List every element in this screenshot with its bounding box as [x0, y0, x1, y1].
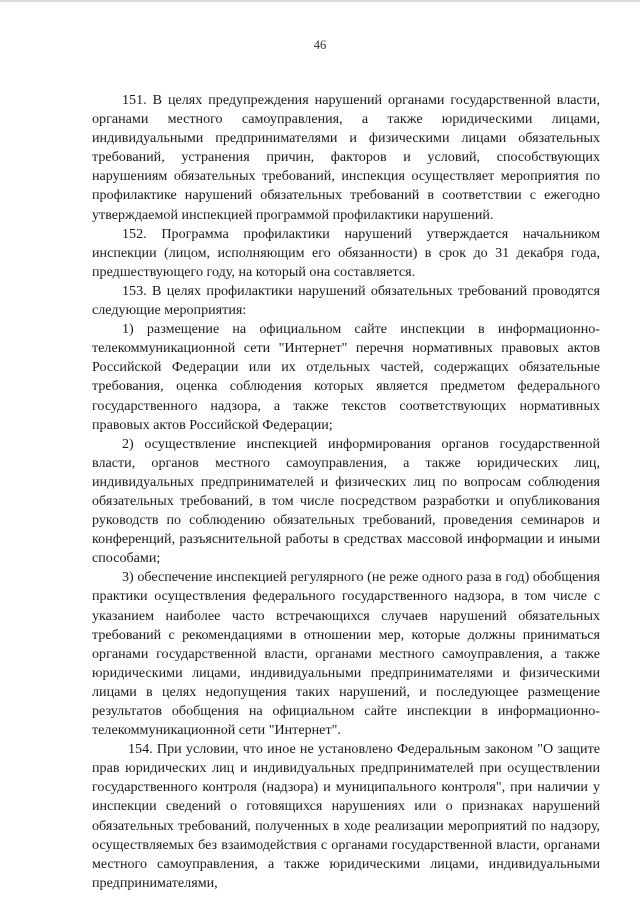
paragraph-154: 154. При условии, что иное не установлено Федеральным законом "О защите прав юридических лиц и индивидуальных предпринимателей при осуществлении государственного контроля (надзора) и муниципального контроля", при наличии у инспекции сведений о готовящихся нарушениях или о признаках нарушений обязательных требований, полученных в ходе реализации мероприятий по надзору, осуществляемых без взаимодействия с органами государственной власти, органами местного самоуправления, а также юридическими лицами, индивидуальными предпринимателями, [92, 741, 600, 891]
paragraph-153-item-2: 2) осуществление инспекцией информирования органов государственной власти, органов местного самоуправления, а также юридических лиц, индивидуальных предпринимателей и физических лиц по вопросам соблюдения обязательных требований, в том числе посредством разработки и опубликования руководств по соблюдению обязательных требований, проведения семинаров и конференций, разъяснительной работы в средствах массовой информации и иными способами; [92, 435, 600, 567]
paragraph-152: 152. Программа профилактики нарушений утверждается начальником инспекции (лицом, исполняющим его обязанности) в срок до 31 декабря года, предшествующего году, на который она составляется. [92, 225, 600, 280]
paragraph-151: 151. В целях предупреждения нарушений органами государственной власти, органами местного самоуправления, а также юридическими лицами, индивидуальными предпринимателями и физическими лицами обязательных требований, устранения причин, факторов и условий, способствующих нарушениям обязательных требований, инспекция осуществляет мероприятия по профилактике нарушений обязательных требований в соответствии с ежегодно утверждаемой инспекцией программой профилактики нарушений. [92, 92, 600, 223]
page-number: 46 [313, 38, 327, 52]
scan-edge [0, 0, 640, 2]
paragraph-153-item-1: 1) размещение на официальном сайте инспекции в информационно-телекоммуникационной сети "Интернет" перечня нормативных правовых актов Российской Федерации или их отдельных частей, содержащих обязательные требования, оценка соблюдения которых является предметом федерального государственного надзора, а также текстов соответствующих нормативных правовых актов Российской Федерации; [92, 321, 600, 433]
paragraph-153-item-3: 3) обеспечение инспекцией регулярного (не реже одного раза в год) обобщения практики осуществления федерального государственного надзора, в том числе с указанием наиболее часто встречающихся случаев нарушений обязательных требований с рекомендациями в отношении мер, которые должны приниматься органами государственной власти, органами местного самоуправления, а также юридическими лицами, индивидуальными предпринимателями и физическими лицами в целях недопущения таких нарушений, и последующее размещение результатов обобщения на официальном сайте инспекции в информационно-телекоммуникационной сети "Интернет". [92, 569, 600, 739]
paragraph-153: 153. В целях профилактики нарушений обязательных требований проводятся следующие мероприятия: [92, 282, 600, 319]
document-body [92, 91, 600, 893]
